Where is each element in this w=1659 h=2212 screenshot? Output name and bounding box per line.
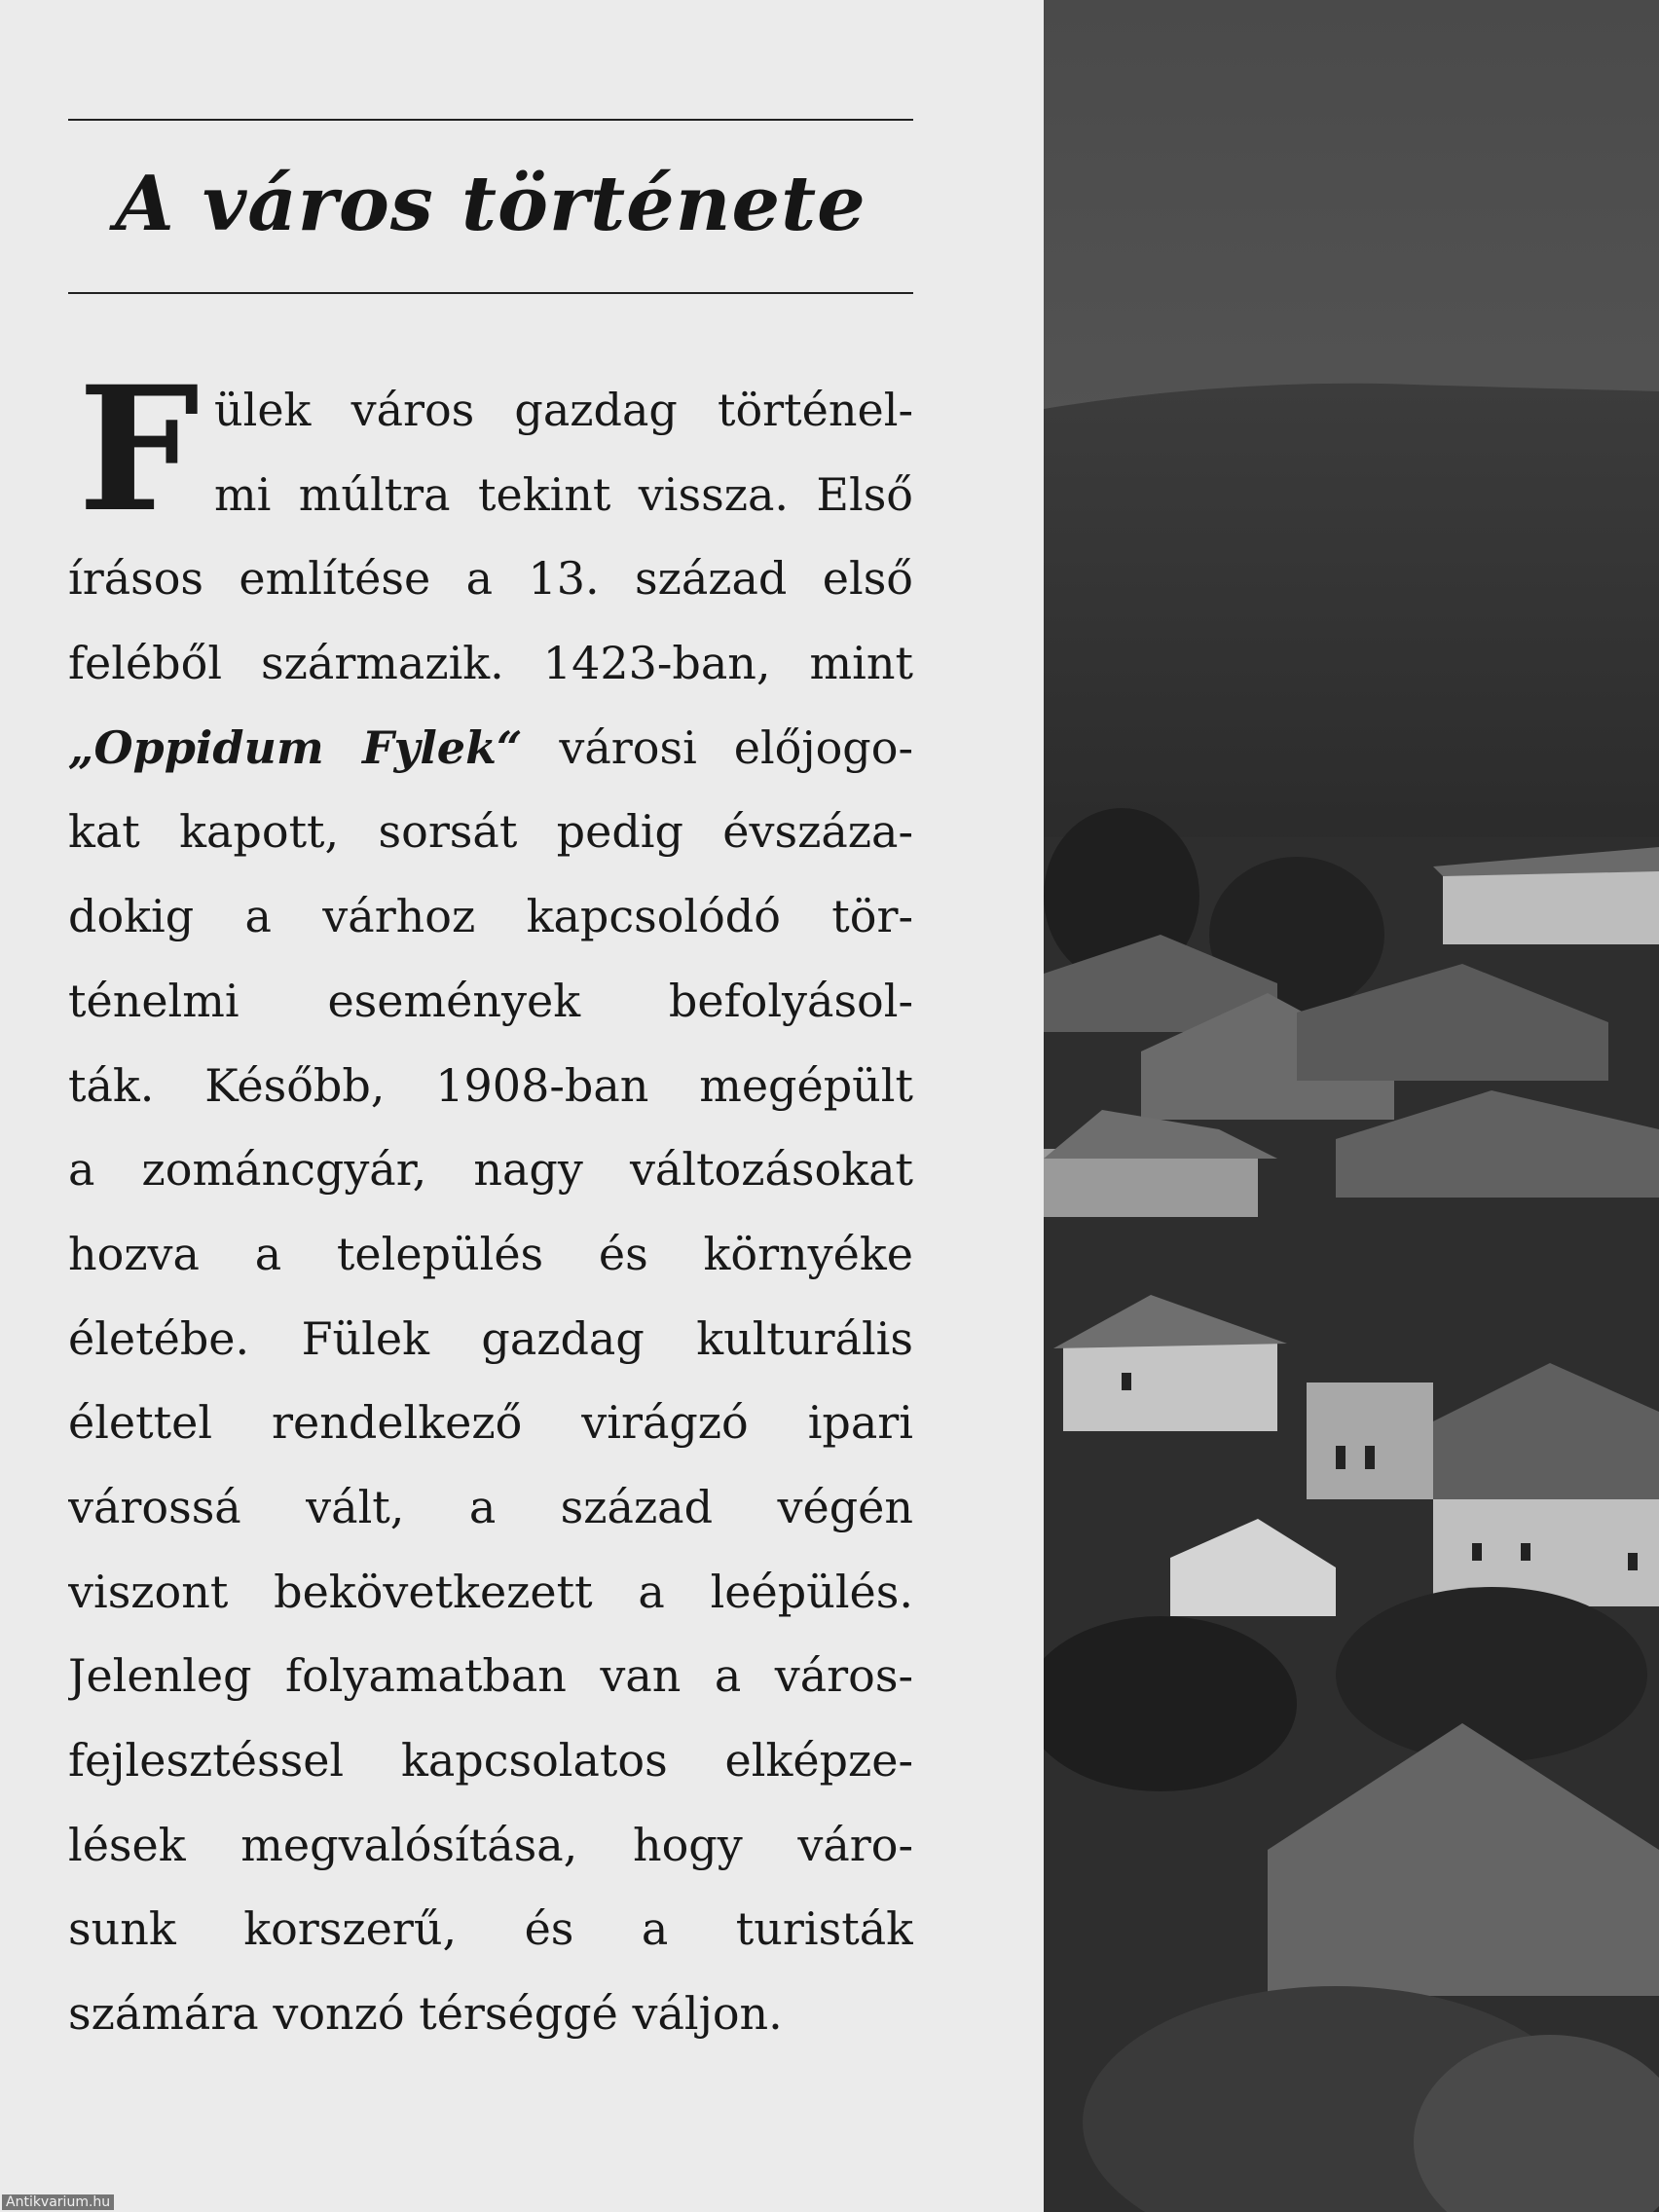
text-line: ták. Később, 1908-ban megépült <box>68 1058 913 1112</box>
text-line: hozva a település és környéke <box>68 1227 913 1280</box>
watermark: Antikvarium.hu <box>2 2194 114 2210</box>
text-line: fejlesztéssel kapcsolatos elképze- <box>68 1734 913 1787</box>
title-rule-bottom <box>68 292 913 294</box>
title-rule-top <box>68 119 913 121</box>
text-line: számára vonzó térséggé váljon. <box>68 1987 783 2041</box>
text-line: életébe. Fülek gazdag kulturális <box>68 1311 913 1365</box>
text-line: ülek város gazdag történel- <box>214 384 913 436</box>
text-line: feléből származik. 1423-ban, mint <box>68 637 913 690</box>
town-photo-graphic <box>1044 0 1659 2212</box>
text-line: élettel rendelkező virágzó ipari <box>68 1396 913 1450</box>
text-line-rest: városi előjogo- <box>522 720 913 774</box>
page-title: A város története <box>115 160 866 248</box>
text-line: Jelenleg folyamatban van a város- <box>68 1649 913 1703</box>
text-line: írásos említése a 13. század első <box>68 552 913 606</box>
article-body <box>68 349 913 2056</box>
historic-town-photo <box>1044 0 1659 2212</box>
text-line: dokig a várhoz kapcsolódó tör- <box>68 890 913 943</box>
text-line: ténelmi események befolyásol- <box>68 974 913 1027</box>
text-line: várossá vált, a század végén <box>68 1480 913 1533</box>
text-line: mi múltra tekint vissza. Első <box>214 467 913 521</box>
drop-cap: F <box>78 349 200 550</box>
text-line: a zománcgyár, nagy változásokat <box>68 1143 913 1197</box>
text-line: viszont bekövetkezett a leépülés. <box>68 1565 913 1618</box>
text-line: lések megvalósítása, hogy váro- <box>68 1818 913 1871</box>
text-line: sunk korszerű, és a turisták <box>68 1902 913 1956</box>
text-line-emphasis <box>68 706 913 791</box>
emphasis-text: „Oppidum Fylek“ <box>68 720 523 774</box>
text-line: kat kapott, sorsát pedig évszáza- <box>68 805 913 859</box>
